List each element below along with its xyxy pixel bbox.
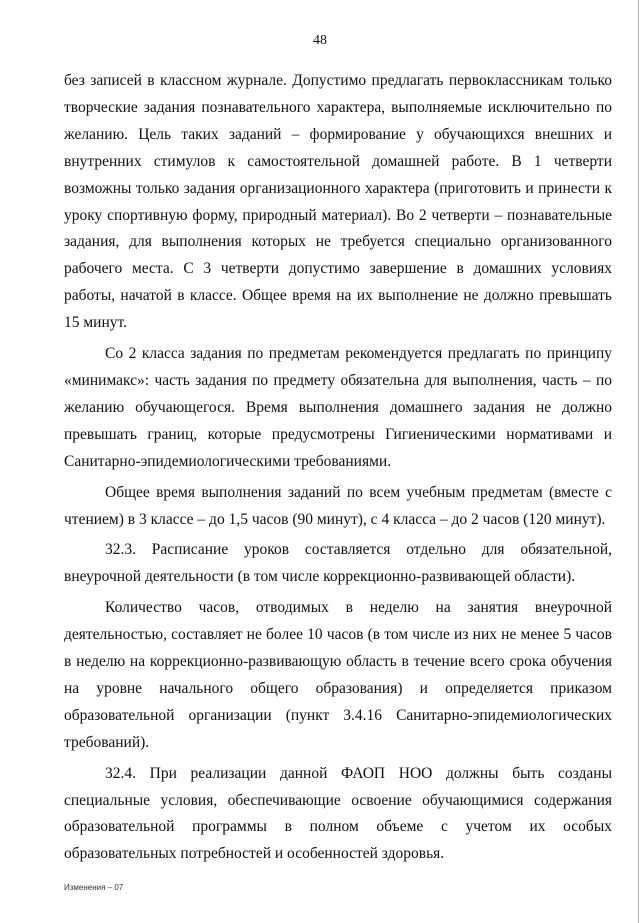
page-number: 48 (313, 33, 327, 48)
document-body (64, 68, 612, 868)
paragraph-minimax-principle: Со 2 класса задания по предметам рекомендуется предлагать по принципу «минимакс»: часть задания по предмету обязательна для выполнения, часть – по желанию обучающегося. Время выполнения домашнего задания не должно превышать границ, которые предусмотрены Гигиеническими нормативами и Санитарно-эпидемиологическими требованиями. (64, 345, 612, 470)
paragraph-section-32-3: 32.3. Расписание уроков составляется отдельно для обязательной, внеурочной деятельности (в том числе коррекционно-развивающей области). (64, 541, 612, 586)
scan-edge-line (638, 0, 639, 923)
paragraph-extracurricular-hours: Количество часов, отводимых в неделю на занятия внеурочной деятельностью, составляет не более 10 часов (в том числе из них не менее 5 часов в неделю на коррекционно-развивающую область в течение всего срока обучения на уровне начального общего образования) и определяется приказом образовательной организации (пункт 3.4.16 Санитарно-эпидемиологических требований). (64, 599, 612, 751)
paragraph-homework-first-grade: без записей в классном журнале. Допустимо предлагать первоклассникам только творческие задания познавательного характера, выполняемые исключительно по желанию. Цель таких заданий – формирование у обучающихся внешних и внутренних стимулов к самостоятельной домашней работе. В 1 четверти возможны только задания организационного характера (приготовить и принести к уроку спортивную форму, природный материал). Во 2 четверти – познавательные задания, для выполнения которых не требуется специально организованного рабочего места. С 3 четверти допустимо завершение в домашних условиях работы, начатой в классе. Общее время на их выполнение не должно превышать 15 минут. (64, 72, 612, 332)
footer-revision-note: Изменения – 07 (64, 883, 124, 892)
paragraph-section-32-4: 32.4. При реализации данной ФАОП НОО должны быть созданы специальные условия, обеспечивающие освоение обучающимися содержания образовательной программы в полном объеме с учетом их особых образовательных потребностей и особенностей здоровья. (64, 764, 612, 863)
paragraph-total-homework-time: Общее время выполнения заданий по всем учебным предметам (вместе с чтением) в 3 классе – до 1,5 часов (90 минут), с 4 класса – до 2 часов (120 минут). (64, 483, 612, 528)
